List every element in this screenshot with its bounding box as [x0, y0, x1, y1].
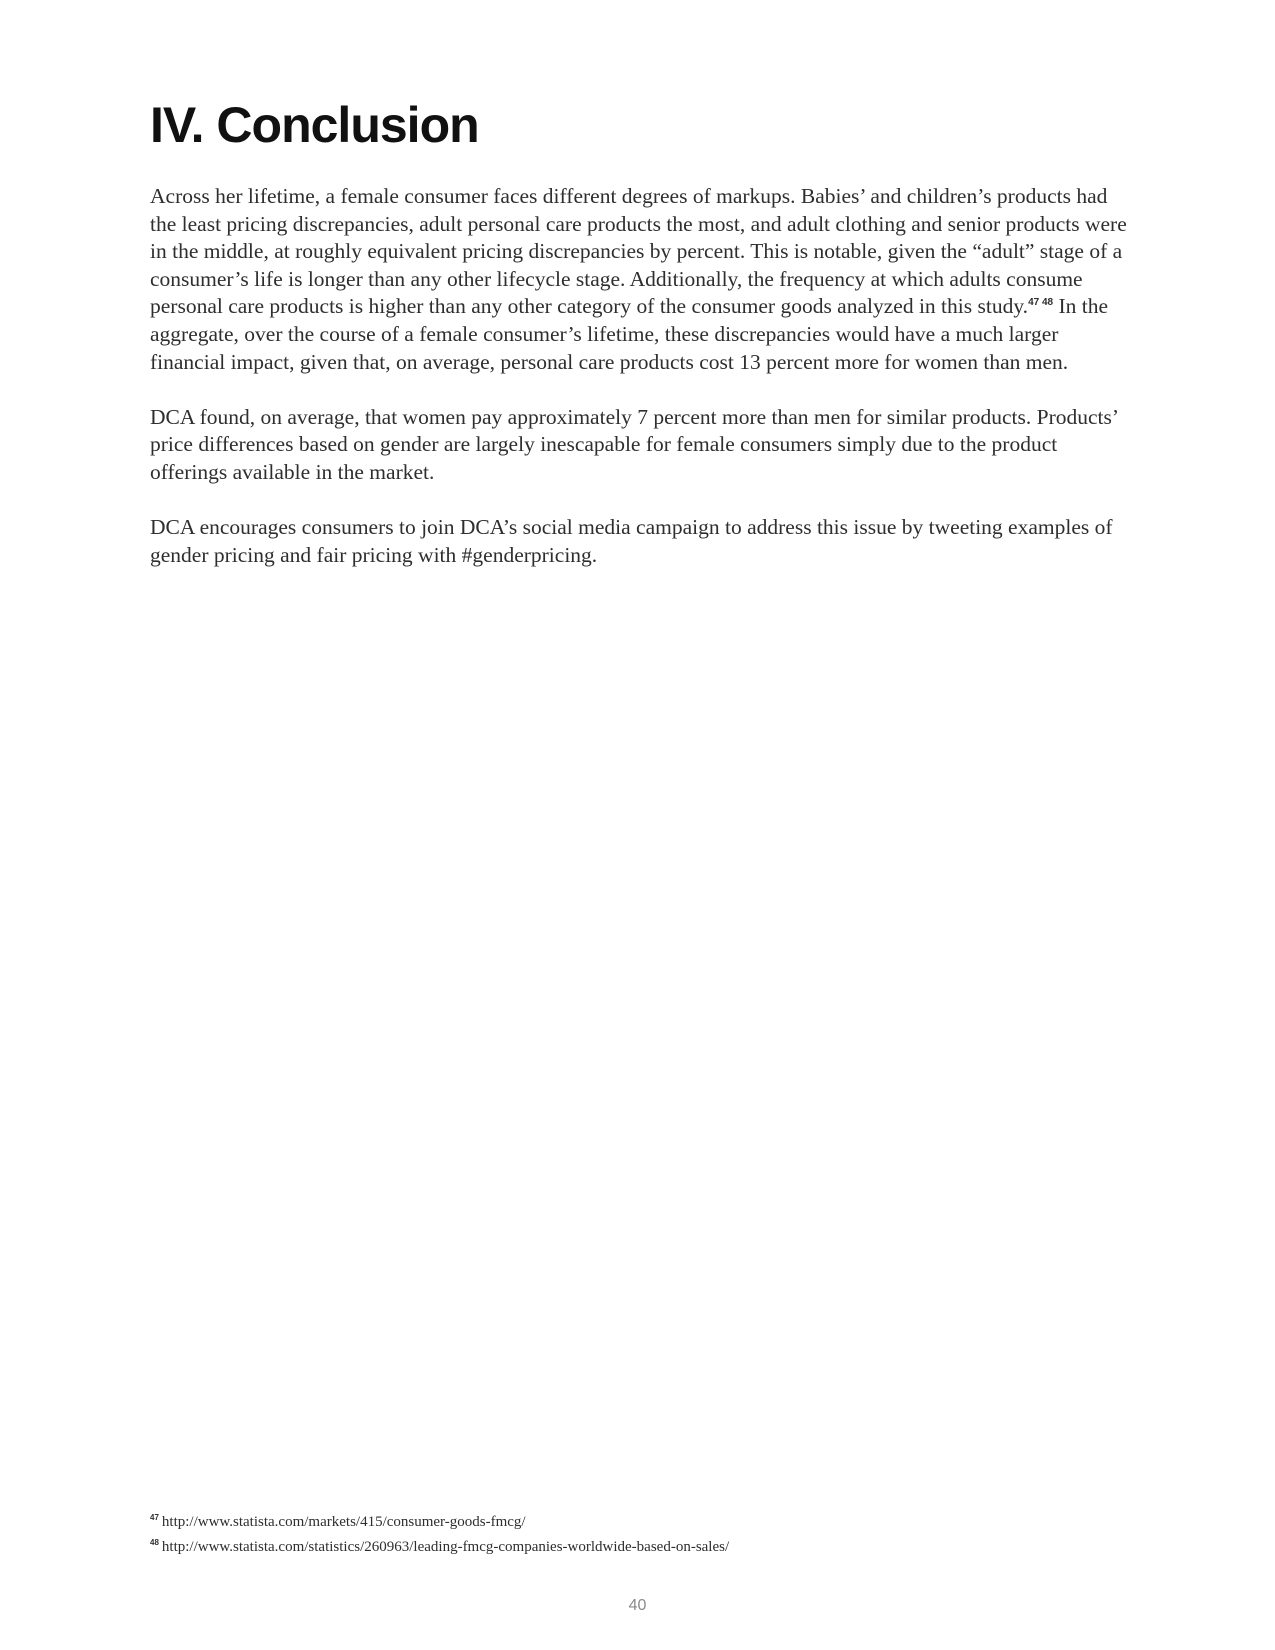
- footnote-link[interactable]: http://www.statista.com/statistics/260963/leading-fmcg-companies-worldwide-based-on-sales/: [161, 1539, 730, 1555]
- body-text: [150, 183, 1130, 597]
- footnote-48: [150, 1535, 1130, 1560]
- footnotes: [150, 1510, 1130, 1560]
- footnote-number: 47: [150, 1513, 159, 1522]
- footnote-link[interactable]: http://www.statista.com/markets/415/consumer-goods-fmcg/: [161, 1514, 526, 1530]
- footnote-references: 47 48: [1028, 297, 1054, 309]
- footnote-number: 48: [150, 1538, 159, 1547]
- paragraph-1-text-a: Across her lifetime, a female consumer faces different degrees of markups. Babies’ and children’s products had the least pricing discrepancies, adult personal care products the most, and adult clothing and senior products were in the middle, at roughly equivalent pricing discrepancies by percent. This is notable, given the “adult” stage of a consumer’s life is longer than any other lifecycle stage. Additionally, the frequency at which adults consume personal care products is higher than any other category of the consumer goods analyzed in this study.: [150, 184, 1127, 319]
- paragraph-1-text-b: In the aggregate, over the course of a female consumer’s lifetime, these discrepancies would have a much larger financial impact, given that, on average, personal care products cost 13 percent more for women than men.: [150, 294, 1109, 374]
- footnote-47: [150, 1510, 1130, 1535]
- section-heading: IV. Conclusion: [150, 97, 479, 153]
- paragraph-2: DCA found, on average, that women pay approximately 7 percent more than men for similar products. Products’ price differences based on gender are largely inescapable for female consumers simply due to the product offerings available in the market.: [150, 404, 1118, 484]
- paragraph-3: DCA encourages consumers to join DCA’s social media campaign to address this issue by tweeting examples of gender pricing and fair pricing with #genderpricing.: [150, 515, 1113, 567]
- paragraph-1: [150, 183, 1130, 376]
- page-number: 40: [628, 1597, 647, 1614]
